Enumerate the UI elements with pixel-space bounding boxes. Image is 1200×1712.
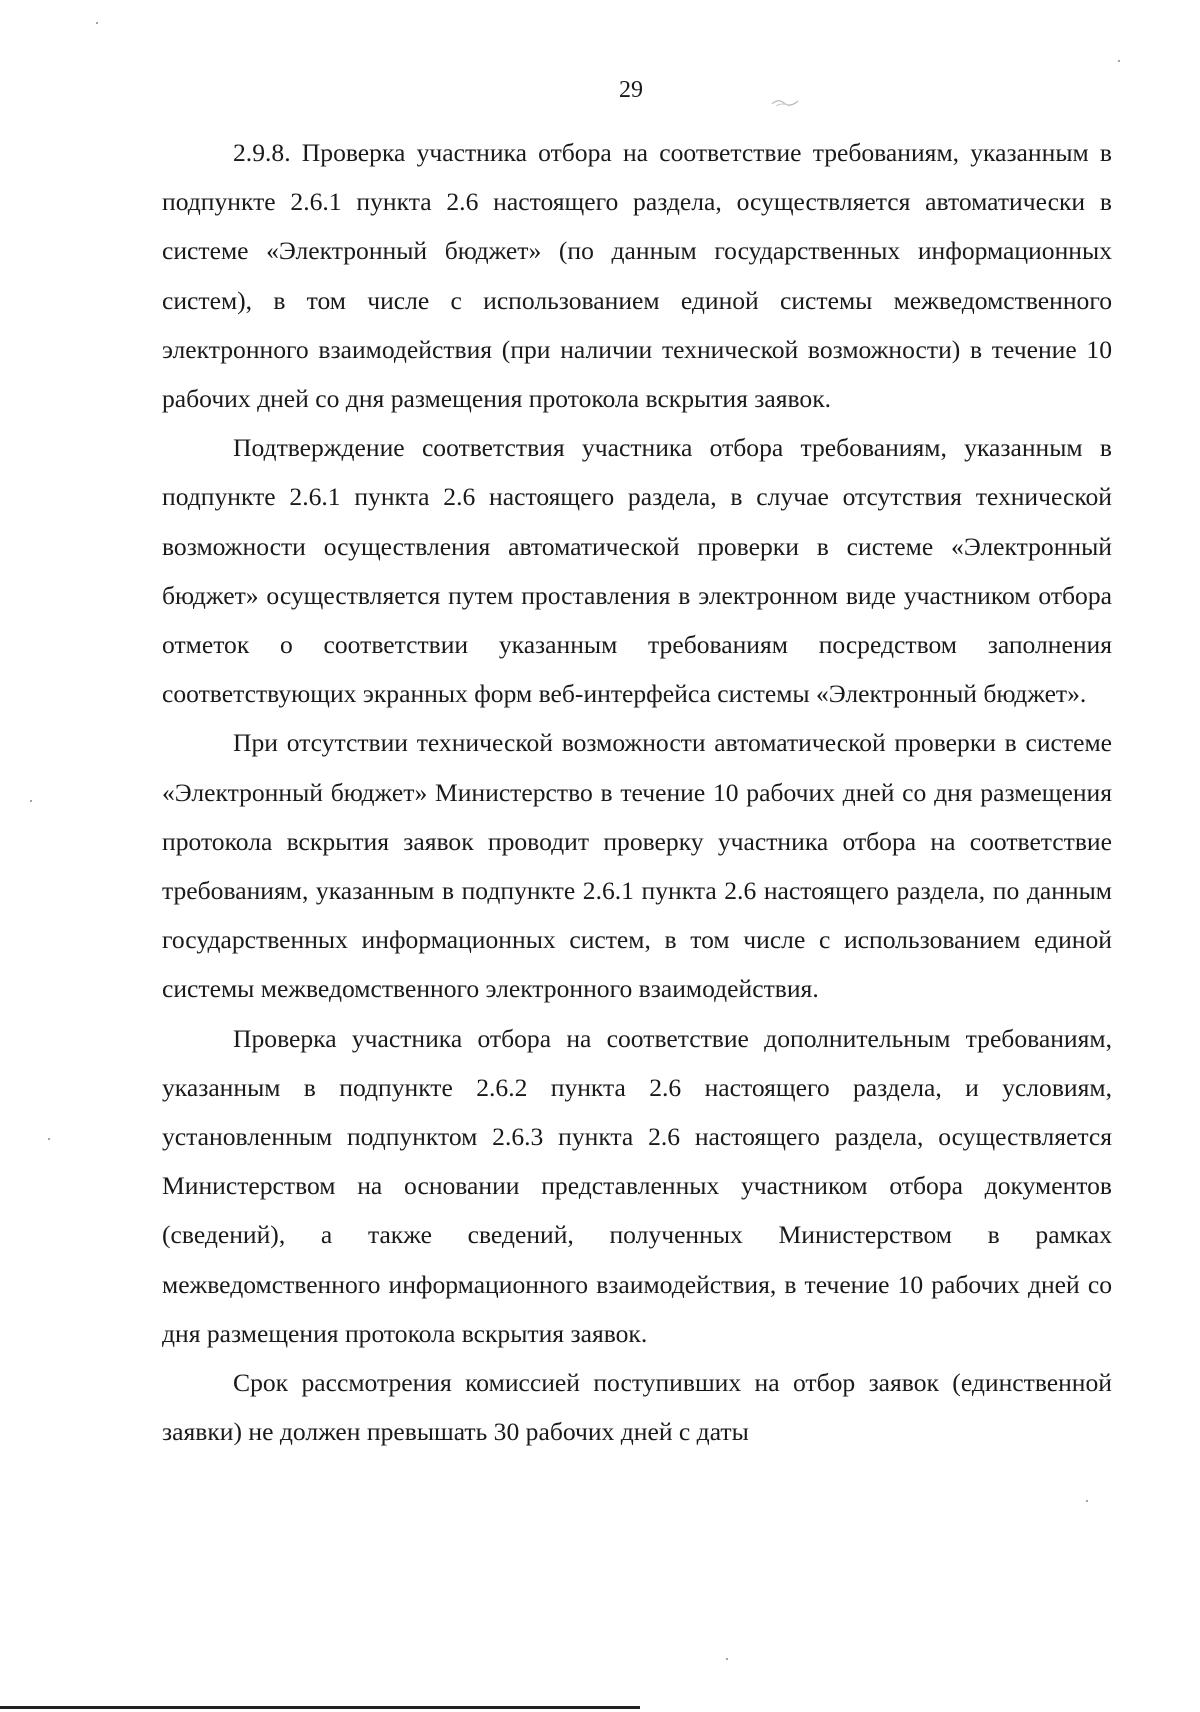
scan-speck bbox=[1118, 60, 1120, 62]
paragraph: Проверка участника отбора на соответствие дополнительным требованиям, указанным в подпункте 2.6.2 пункта 2.6 настоящего раздела, и условиям, установленным подпунктом 2.6.3 пункта 2.6 настоящего раздела, осуществляется Министерством на основании представленных участником отбора документов (сведений), а также сведений, полученных Министерством в рамках межведомственного информационного взаимодействия, в течение 10 рабочих дней со дня размещения протокола вскрытия заявок. bbox=[162, 1023, 1112, 1348]
scan-speck bbox=[726, 1658, 728, 1660]
scan-artifact-icon bbox=[770, 96, 800, 108]
document-body bbox=[162, 128, 1112, 1456]
paragraph: При отсутствии технической возможности автоматической проверки в системе «Электронный бюджет» Министерство в течение 10 рабочих дней со дня размещения протокола вскрытия заявок проводит проверку участника отбора на соответствие требованиям, указанным в подпункте 2.6.1 пункта 2.6 настоящего раздела, по данным государственных информационных систем, в том числе с использованием единой системы межведомственного электронного взаимодействия. bbox=[162, 728, 1112, 1004]
footer-rule bbox=[0, 1706, 640, 1709]
scan-speck bbox=[96, 22, 98, 24]
paragraph: Подтверждение соответствия участника отбора требованиям, указанным в подпункте 2.6.1 пункта 2.6 настоящего раздела, в случае отсутствия технической возможности осуществления автоматической проверки в системе «Электронный бюджет» осуществляется путем проставления в электронном виде участником отбора отметок о соответствии указанным требованиям посредством заполнения соответствующих экранных форм веб-интерфейса системы «Электронный бюджет». bbox=[162, 433, 1112, 709]
page-number: 29 bbox=[619, 77, 643, 103]
scan-speck bbox=[30, 800, 32, 802]
scan-speck bbox=[48, 1138, 50, 1140]
paragraph: Срок рассмотрения комиссией поступивших на отбор заявок (единственной заявки) не должен превышать 30 рабочих дней с даты bbox=[162, 1368, 1112, 1447]
scan-speck bbox=[1086, 1500, 1088, 1502]
paragraph: 2.9.8. Проверка участника отбора на соответствие требованиям, указанным в подпункте 2.6.1 пункта 2.6 настоящего раздела, осуществляется автоматически в системе «Электронный бюджет» (по данным государственных информационных систем), в том числе с использованием единой системы межведомственного электронного взаимодействия (при наличии технической возможности) в течение 10 рабочих дней со дня размещения протокола вскрытия заявок. bbox=[162, 138, 1112, 414]
